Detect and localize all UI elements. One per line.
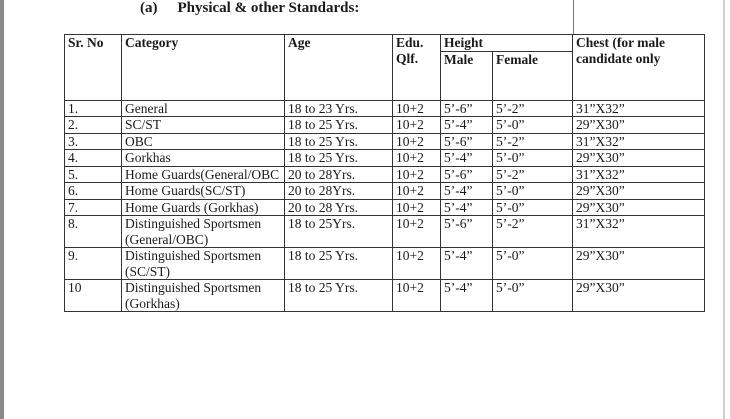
cell-category: Home Guards (Gorkhas): [122, 199, 285, 216]
page-right-rule: [573, 0, 574, 34]
cell-age: 18 to 23 Yrs.: [285, 100, 393, 117]
cell-male: 5’-6”: [441, 216, 493, 248]
section-title: Physical & other Standards:: [177, 0, 360, 16]
cell-age: 18 to 25 Yrs.: [285, 150, 393, 167]
header-chest: Chest (for male candidate only: [573, 35, 705, 101]
cell-edu: 10+2: [393, 199, 441, 216]
cell-chest: 29”X30”: [573, 248, 705, 280]
cell-female: 5’-2”: [493, 100, 573, 117]
cell-chest: 29”X30”: [573, 150, 705, 167]
cell-chest: 31”X32”: [573, 133, 705, 150]
cell-chest: 29”X30”: [573, 280, 705, 312]
header-category: Category: [122, 35, 285, 101]
table-row: [65, 199, 705, 216]
cell-age: 18 to 25 Yrs.: [285, 280, 393, 312]
cell-age: 18 to 25Yrs.: [285, 216, 393, 248]
cell-edu: 10+2: [393, 248, 441, 280]
cell-edu: 10+2: [393, 216, 441, 248]
cell-male: 5’-4”: [441, 280, 493, 312]
cell-sr: 6.: [65, 183, 122, 200]
header-row: [65, 35, 705, 52]
table-row: [65, 216, 705, 248]
header-height: Height: [441, 35, 573, 52]
cell-female: 5’-2”: [493, 133, 573, 150]
table-body: [65, 100, 705, 312]
cell-category: Home Guards(General/OBC: [122, 166, 285, 183]
cell-male: 5’-4”: [441, 248, 493, 280]
cell-edu: 10+2: [393, 150, 441, 167]
cell-age: 20 to 28 Yrs.: [285, 199, 393, 216]
cell-female: 5’-0”: [493, 183, 573, 200]
cell-male: 5’-6”: [441, 166, 493, 183]
cell-edu: 10+2: [393, 280, 441, 312]
table-row: [65, 150, 705, 167]
cell-age: 20 to 28Yrs.: [285, 183, 393, 200]
cell-edu: 10+2: [393, 117, 441, 134]
cell-category: Gorkhas: [122, 150, 285, 167]
cell-sr: 1.: [65, 100, 122, 117]
table-row: [65, 280, 705, 312]
cell-category: Distinguished Sportsmen (Gorkhas): [122, 280, 285, 312]
cell-female: 5’-0”: [493, 248, 573, 280]
header-age: Age: [285, 35, 393, 101]
cell-female: 5’-0”: [493, 199, 573, 216]
cell-female: 5’-2”: [493, 166, 573, 183]
cell-chest: 31”X32”: [573, 216, 705, 248]
cell-edu: 10+2: [393, 166, 441, 183]
page-right-edge: [723, 0, 725, 419]
table-row: [65, 133, 705, 150]
cell-male: 5’-4”: [441, 183, 493, 200]
cell-category: General: [122, 100, 285, 117]
cell-edu: 10+2: [393, 133, 441, 150]
cell-male: 5’-6”: [441, 100, 493, 117]
cell-chest: 31”X32”: [573, 166, 705, 183]
header-edu: Edu. Qlf.: [393, 35, 441, 101]
cell-sr: 2.: [65, 117, 122, 134]
cell-age: 20 to 28Yrs.: [285, 166, 393, 183]
cell-edu: 10+2: [393, 183, 441, 200]
cell-chest: 29”X30”: [573, 117, 705, 134]
cell-female: 5’-2”: [493, 216, 573, 248]
table-row: [65, 117, 705, 134]
cell-chest: 29”X30”: [573, 183, 705, 200]
section-heading: [140, 0, 359, 17]
cell-category: Distinguished Sportsmen (General/OBC): [122, 216, 285, 248]
standards-table: [64, 34, 705, 312]
cell-male: 5’-4”: [441, 199, 493, 216]
cell-female: 5’-0”: [493, 150, 573, 167]
header-male: Male: [441, 51, 493, 100]
cell-category: Distinguished Sportsmen (SC/ST): [122, 248, 285, 280]
section-marker: (a): [140, 0, 158, 16]
table-row: [65, 183, 705, 200]
table-row: [65, 100, 705, 117]
cell-sr: 10: [65, 280, 122, 312]
cell-female: 5’-0”: [493, 280, 573, 312]
cell-sr: 9.: [65, 248, 122, 280]
cell-edu: 10+2: [393, 100, 441, 117]
cell-sr: 7.: [65, 199, 122, 216]
header-female: Female: [493, 51, 573, 100]
cell-sr: 8.: [65, 216, 122, 248]
cell-male: 5’-6”: [441, 133, 493, 150]
cell-age: 18 to 25 Yrs.: [285, 117, 393, 134]
cell-category: Home Guards(SC/ST): [122, 183, 285, 200]
cell-male: 5’-4”: [441, 117, 493, 134]
page-left-edge: [0, 0, 4, 419]
cell-category: SC/ST: [122, 117, 285, 134]
header-sr-no: Sr. No: [65, 35, 122, 101]
cell-age: 18 to 25 Yrs.: [285, 133, 393, 150]
cell-sr: 4.: [65, 150, 122, 167]
cell-chest: 29”X30”: [573, 199, 705, 216]
cell-sr: 5.: [65, 166, 122, 183]
cell-category: OBC: [122, 133, 285, 150]
cell-age: 18 to 25 Yrs.: [285, 248, 393, 280]
table-row: [65, 166, 705, 183]
cell-male: 5’-4”: [441, 150, 493, 167]
cell-chest: 31”X32”: [573, 100, 705, 117]
cell-sr: 3.: [65, 133, 122, 150]
cell-female: 5’-0”: [493, 117, 573, 134]
table-row: [65, 248, 705, 280]
